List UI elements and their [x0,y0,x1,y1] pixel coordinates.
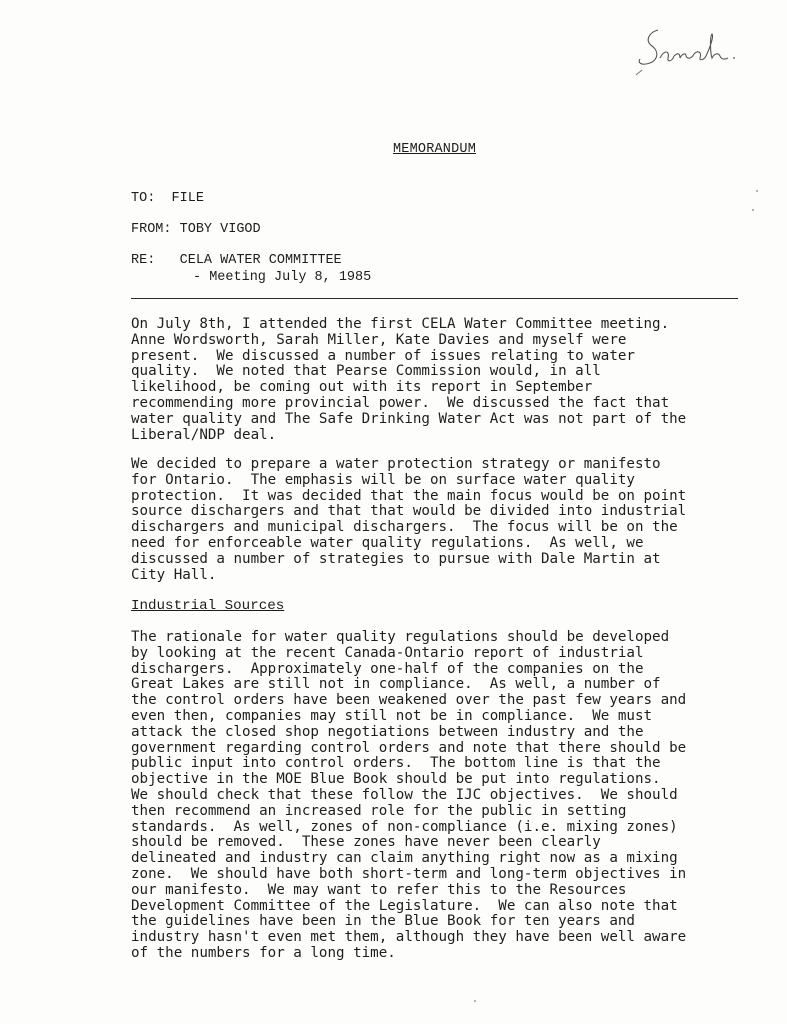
paragraph-strategy: We decided to prepare a water protection strategy or manifesto for Ontario. The emphasis will be on surface water quality protection. It was decided that the main focus would be on point source dischargers and that that would be divided into industrial dischargers and municipal dischargers. The focus will be on the need for enforceable water quality regulations. As well, we discussed a number of strategies to pursue with Dale Martin at City Hall. [131,456,687,583]
section-heading-industrial-sources: Industrial Sources [131,598,285,614]
re-label: RE: [131,253,156,268]
handwritten-signature [628,18,748,78]
scan-speck [474,1000,476,1002]
scan-speck [752,209,754,211]
to-line [131,191,204,206]
to-label: TO: [131,191,156,206]
re-value-line1: CELA WATER COMMITTEE [179,253,342,268]
paragraph-industrial-sources: The rationale for water quality regulations should be developed by looking at the recent Canada-Ontario report of industrial dischargers. Approximately one-half of the companies on the Great Lakes are still not in compliance. As well, a number of the control orders have been weakened over the past few years and even then, companies may still not be in compliance. We must attack the closed shop negotiations between industry and the government regarding control orders and note that there should be public input into control orders. The bottom line is that the objective in the MOE Blue Book should be put into regulations. We should check that these follow the IJC objectives. We should then recommend an increased role for the public in setting standards. As well, zones of non-compliance (i.e. mixing zones) should be removed. These zones have never been clearly delineated and industry can claim anything right now as a mixing zone. We should have both short-term and long-term objectives in our manifesto. We may want to refer this to the Resources Development Committee of the Legislature. We can also note that the guidelines have been in the Blue Book for ten years and industry hasn't even met them, although they have been well aware of the numbers for a long time. [131,629,687,961]
to-value: FILE [171,191,204,206]
paragraph-meeting-summary: On July 8th, I attended the first CELA Water Committee meeting. Anne Wordsworth, Sarah Miller, Kate Davies and myself were present. We discussed a number of issues relating to water quality. We noted that Pearse Commission would, in all likelihood, be coming out with its report in September recommending more provincial power. We discussed the fact that water quality and The Safe Drinking Water Act was not part of the Liberal/NDP deal. [131,316,687,443]
memo-title: MEMORANDUM [393,142,477,157]
from-label: FROM: [131,222,172,237]
re-value-line2: - Meeting July 8, 1985 [193,270,372,285]
from-line [131,222,261,237]
re-line [131,253,342,268]
header-divider [131,298,738,299]
from-value: TOBY VIGOD [179,222,261,237]
scan-speck [756,190,758,192]
